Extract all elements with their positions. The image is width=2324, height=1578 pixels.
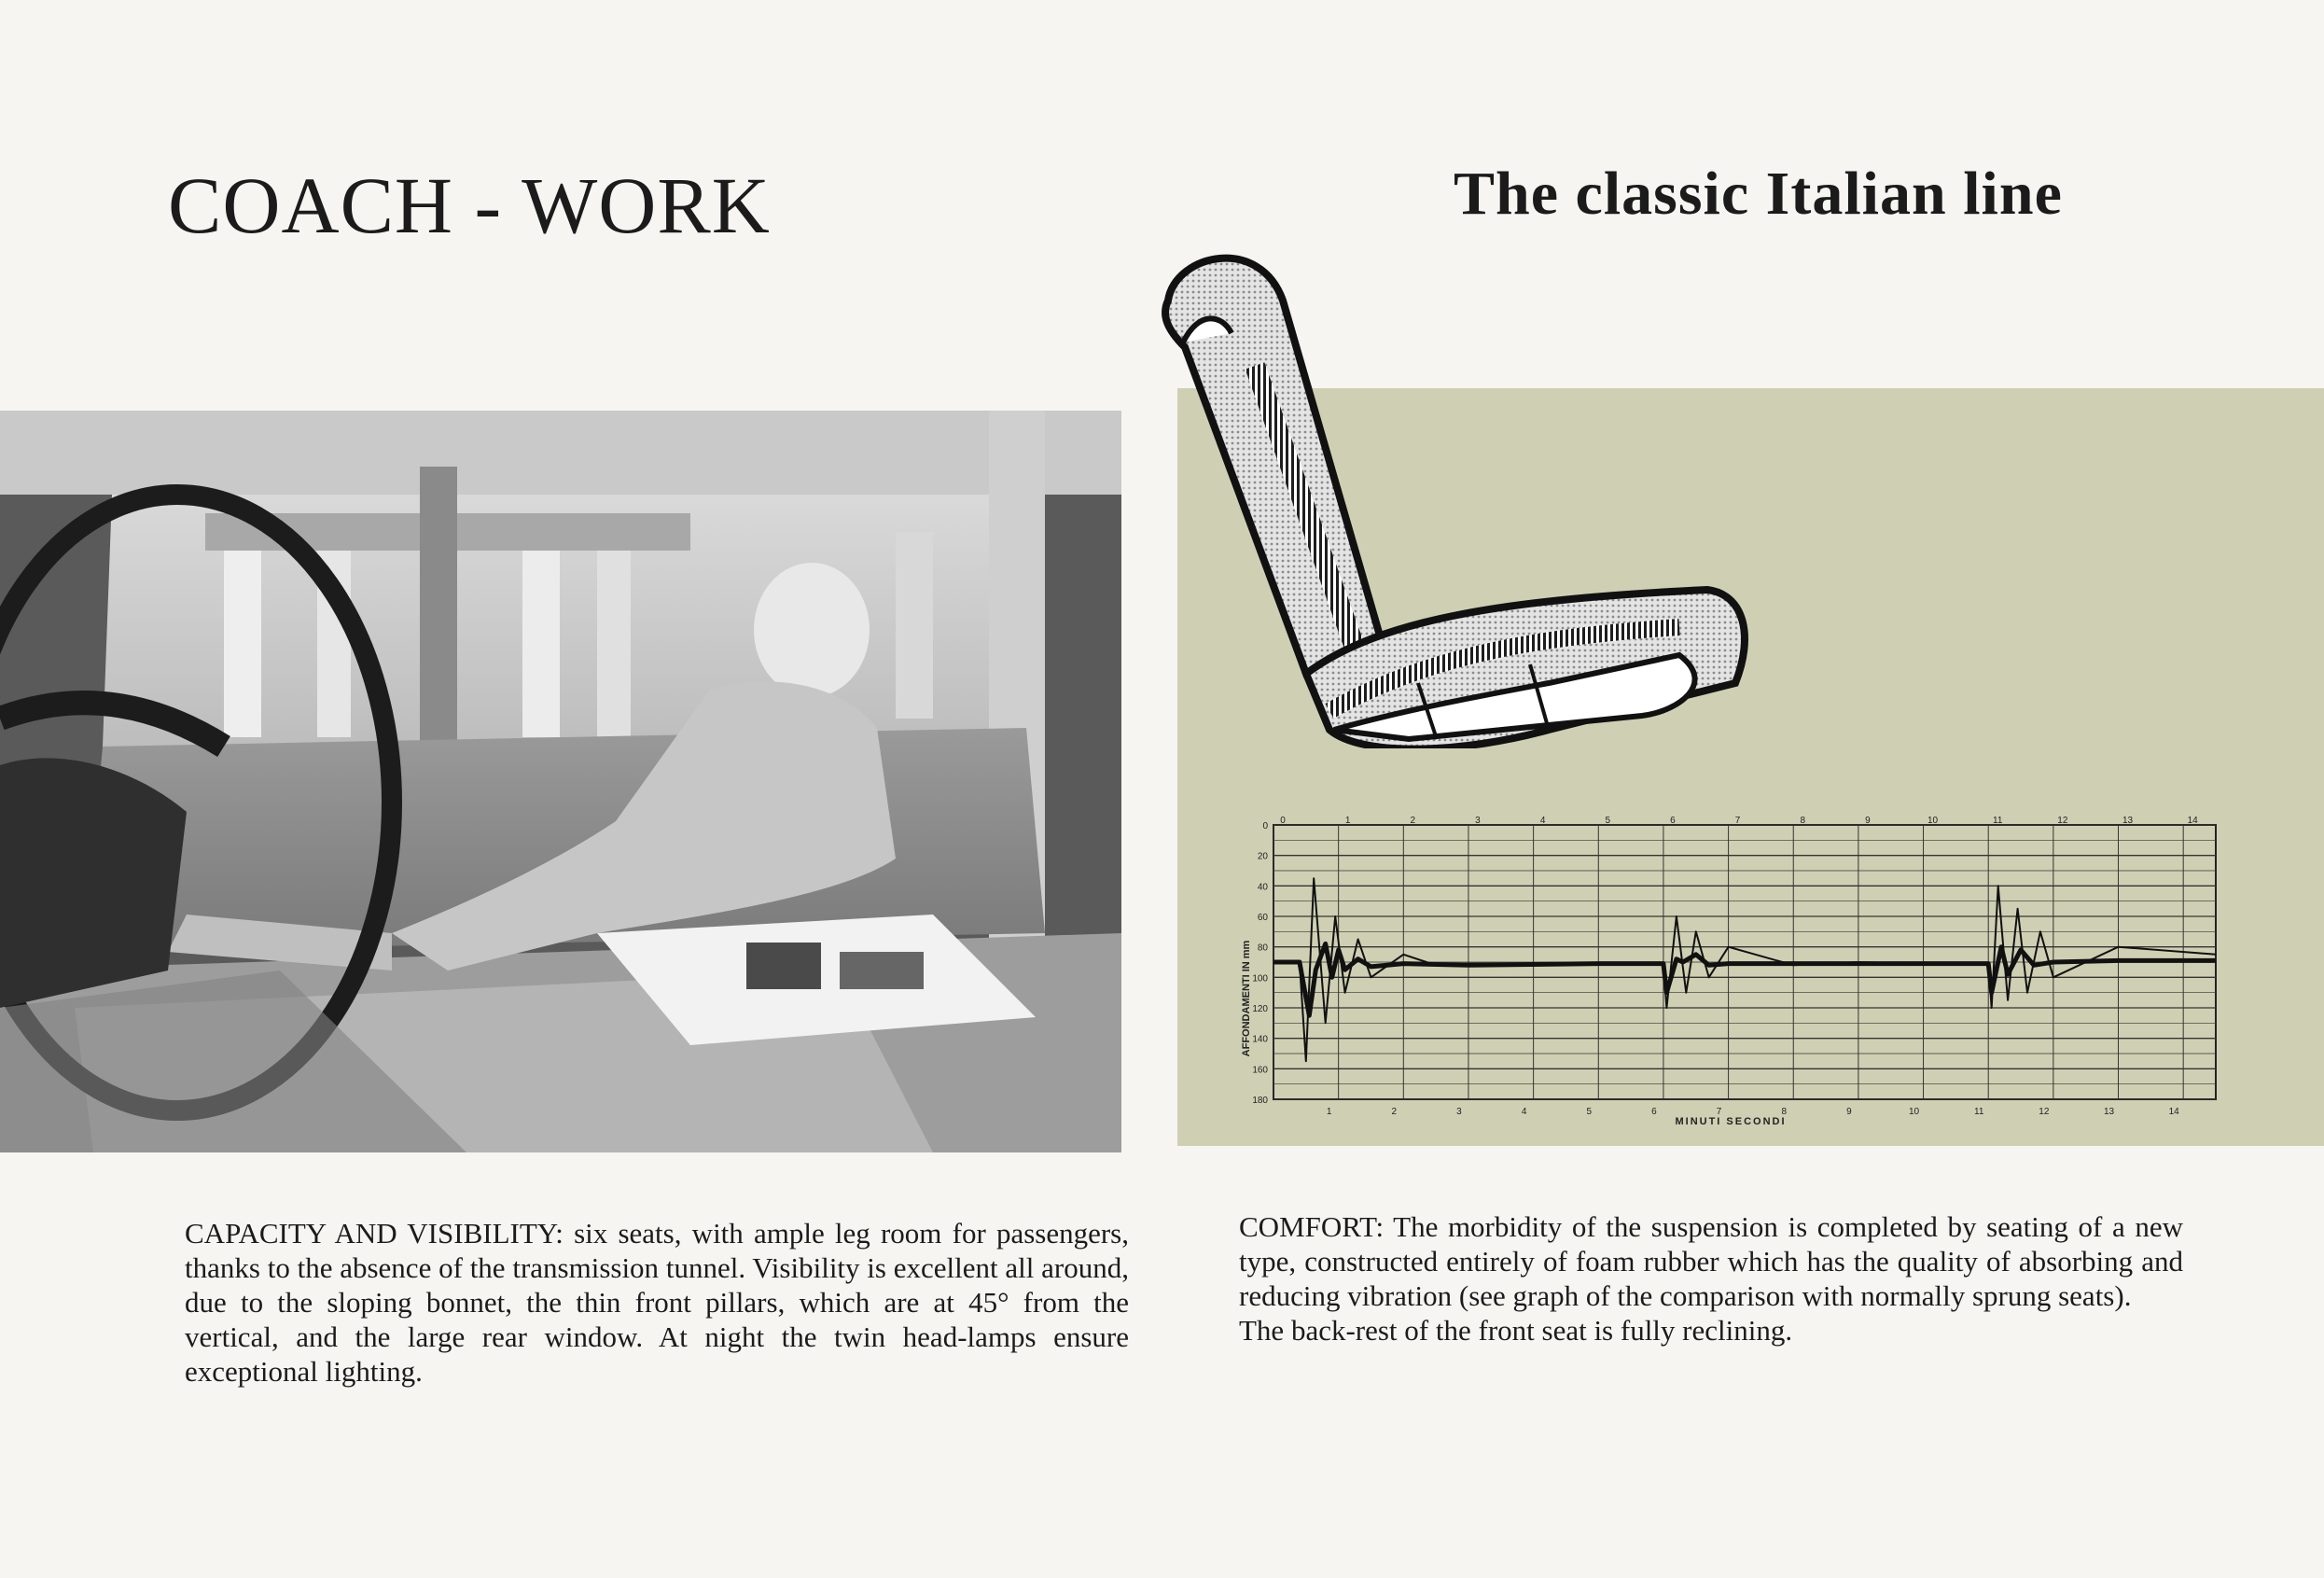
bottom-tick-label: 2	[1391, 1107, 1398, 1117]
comfort-text: COMFORT: The morbidity of the suspension is completed by seating of a new type, constructed entirely of foam rubber which has the quality of absorbing and reducing vibration (see graph of the comparison with normally sprung seats).	[1239, 1210, 2183, 1312]
comfort-paragraph	[1239, 1209, 2183, 1348]
y-tick-label: 160	[1252, 1065, 1268, 1076]
car-interior-photo	[0, 411, 1121, 1152]
bottom-tick-label: 6	[1651, 1107, 1657, 1117]
classic-line-title: The classic Italian line	[1454, 160, 2063, 228]
bottom-tick-label: 12	[2039, 1107, 2050, 1117]
bottom-tick-label: 11	[1974, 1107, 1984, 1117]
top-tick-label: 4	[1539, 816, 1546, 826]
top-tick-label: 13	[2122, 816, 2134, 826]
bottom-tick-label: 10	[1908, 1107, 1920, 1117]
top-tick-label: 2	[1410, 816, 1416, 826]
bottom-tick-label: 9	[1846, 1107, 1852, 1117]
bottom-tick-label: 13	[2103, 1107, 2115, 1117]
top-tick-label: 3	[1475, 816, 1481, 826]
top-tick-label: 1	[1344, 816, 1351, 826]
seat-illustration	[1157, 244, 1791, 748]
bottom-tick-label: 1	[1326, 1107, 1332, 1117]
graph-series-2	[1273, 878, 2216, 1061]
graph-y-label: AFFONDAMENTI IN mm	[1241, 940, 1252, 1057]
y-tick-label: 20	[1257, 851, 1268, 862]
top-tick-label: 5	[1605, 816, 1611, 826]
vibration-graph	[1227, 812, 2234, 1129]
bottom-tick-label: 14	[2168, 1107, 2179, 1117]
capacity-text: CAPACITY AND VISIBILITY: six seats, with ample leg room for passengers, thanks to the absence of the transmission tunnel. Visibility is excellent all around, due to the sloping bonnet, the thin front pillars, which are at 45° from the vertical, and the large rear window. At night the twin head-lamps ensure exceptional lighting.	[185, 1217, 1129, 1388]
top-tick-label: 14	[2187, 816, 2198, 826]
y-tick-label: 60	[1257, 913, 1268, 923]
y-tick-label: 40	[1257, 882, 1268, 893]
bottom-tick-label: 4	[1521, 1107, 1527, 1117]
reclining-text: The back-rest of the front seat is fully reclining.	[1239, 1314, 1793, 1347]
bottom-tick-label: 5	[1586, 1107, 1593, 1117]
y-tick-label: 80	[1257, 943, 1268, 954]
top-tick-label: 10	[1927, 816, 1939, 826]
top-tick-label: 6	[1670, 816, 1676, 826]
bottom-tick-label: 3	[1456, 1107, 1462, 1117]
coachwork-title: COACH - WORK	[168, 161, 771, 250]
y-tick-label: 180	[1252, 1096, 1268, 1106]
y-tick-label: 120	[1252, 1004, 1268, 1014]
top-tick-label: 8	[1800, 816, 1806, 826]
top-tick-label: 7	[1734, 816, 1741, 826]
top-tick-label: 9	[1865, 816, 1871, 826]
y-tick-label: 140	[1252, 1034, 1268, 1045]
top-tick-label: 11	[1993, 816, 2003, 826]
graph-x-label: MINUTI SECONDI	[1675, 1116, 1787, 1127]
y-tick-label: 0	[1262, 821, 1268, 831]
top-tick-label: 12	[2057, 816, 2068, 826]
bottom-tick-label: 7	[1716, 1107, 1722, 1117]
bottom-tick-label: 8	[1781, 1107, 1788, 1117]
top-tick-label: 0	[1280, 816, 1286, 826]
capacity-visibility-paragraph	[185, 1216, 1129, 1389]
graph-series-1	[1273, 943, 2216, 1015]
y-tick-label: 100	[1252, 973, 1268, 985]
